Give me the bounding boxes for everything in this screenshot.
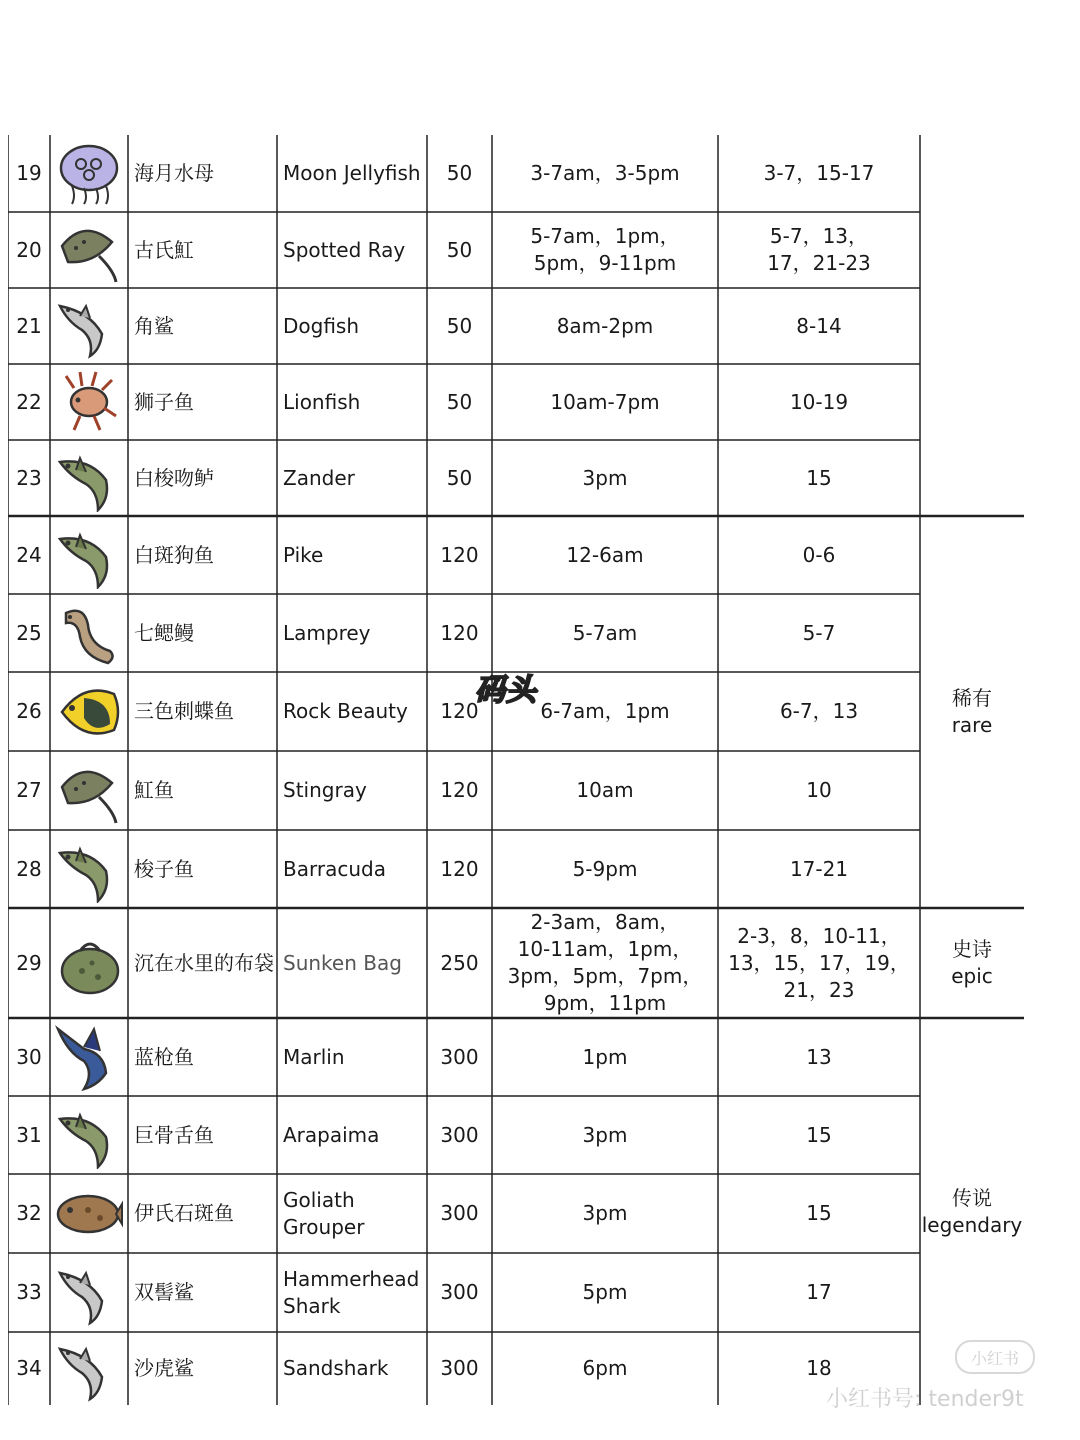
price: 120	[440, 699, 479, 723]
row-number: 30	[16, 1044, 42, 1069]
english-name: Marlin	[283, 1044, 345, 1069]
row-number: 27	[16, 778, 42, 802]
chinese-name: 白斑狗鱼	[134, 542, 214, 567]
chinese-name: 狮子鱼	[134, 389, 194, 414]
eel-icon	[50, 594, 128, 672]
hour-range: 17-21	[789, 856, 849, 881]
row-number: 26	[16, 699, 42, 723]
row-number: 19	[16, 161, 42, 185]
fish-icon	[50, 830, 128, 908]
time-range: 8am-2pm	[556, 313, 654, 338]
price: 300	[440, 1201, 479, 1225]
row-number: 23	[16, 465, 42, 490]
english-name: Pike	[283, 542, 324, 567]
butterflyfish-icon	[50, 672, 128, 751]
row-number: 33	[16, 1280, 42, 1304]
price: 120	[440, 856, 479, 881]
fish-icon	[50, 440, 128, 516]
time-range: 6-7am，1pm	[540, 699, 670, 723]
shark-icon	[50, 288, 128, 364]
hour-range: 15	[806, 465, 832, 490]
english-name: Moon Jellyfish	[283, 161, 421, 185]
chinese-name: 蓝枪鱼	[134, 1044, 194, 1069]
watermark-logo: 小红书	[955, 1340, 1035, 1374]
price: 50	[446, 465, 473, 490]
english-name: Goliath Grouper	[283, 1187, 365, 1239]
english-name: Spotted Ray	[283, 237, 406, 262]
time-range: 5-7am	[572, 620, 638, 645]
english-name: Arapaima	[283, 1122, 380, 1147]
english-name: Zander	[283, 465, 355, 490]
price: 300	[440, 1044, 479, 1069]
row-number: 31	[16, 1122, 42, 1147]
jellyfish-icon	[50, 135, 128, 212]
hour-range: 15	[806, 1201, 832, 1225]
ray-icon	[50, 751, 128, 830]
row-number: 21	[16, 313, 42, 338]
price: 120	[440, 778, 479, 802]
fish-icon	[50, 1096, 128, 1174]
row-number: 20	[16, 237, 42, 262]
price: 300	[440, 1356, 479, 1380]
time-range: 3pm	[582, 465, 628, 490]
english-name: Hammerhead Shark	[283, 1266, 420, 1318]
rarity-label: 传说 legendary	[921, 1185, 1023, 1237]
ray-icon	[50, 212, 128, 288]
price: 50	[446, 389, 473, 414]
hour-range: 10-19	[789, 389, 849, 414]
chinese-name: 伊氏石斑鱼	[134, 1201, 234, 1225]
watermark-text: 小红书号: tender9t	[826, 1387, 1024, 1412]
row-number: 32	[16, 1201, 42, 1225]
time-range: 3pm	[582, 1201, 628, 1225]
english-name: Lamprey	[283, 620, 371, 645]
chinese-name: 沙虎鲨	[134, 1356, 194, 1380]
chinese-name: 沉在水里的布袋	[134, 950, 274, 975]
fish-table	[8, 135, 1024, 1405]
english-name: Stingray	[283, 778, 367, 802]
row-number: 25	[16, 620, 42, 645]
english-name: Sandshark	[283, 1356, 389, 1380]
hour-range: 17	[806, 1280, 832, 1304]
hour-range: 15	[806, 1122, 832, 1147]
hour-range: 18	[806, 1356, 832, 1380]
grouper-icon	[50, 1174, 128, 1253]
chinese-name: 双髻鲨	[134, 1280, 194, 1304]
time-range: 10am	[576, 778, 634, 802]
marlin-icon	[50, 1018, 128, 1096]
price: 120	[440, 542, 479, 567]
hour-range: 8-14	[796, 313, 842, 338]
time-range: 12-6am	[566, 542, 644, 567]
price: 300	[440, 1280, 479, 1304]
row-number: 29	[16, 950, 42, 975]
time-range: 1pm	[582, 1044, 628, 1069]
price: 50	[446, 313, 473, 338]
hour-range: 3-7，15-17	[763, 161, 875, 185]
shark-icon	[50, 1332, 128, 1405]
hour-range: 0-6	[802, 542, 836, 567]
price: 50	[446, 161, 473, 185]
rarity-label: 史诗 epic	[951, 937, 993, 988]
time-range: 5-9pm	[572, 856, 638, 881]
pier-overlay-label: 码头	[475, 673, 537, 708]
price: 250	[440, 950, 479, 975]
time-range: 6pm	[582, 1356, 628, 1380]
english-name: Dogfish	[283, 313, 360, 338]
time-range: 3-7am，3-5pm	[530, 161, 680, 185]
hour-range: 5-7，13， 17，21-23	[767, 224, 871, 275]
chinese-name: 三色刺蝶鱼	[134, 699, 234, 723]
english-name: Barracuda	[283, 856, 386, 881]
chinese-name: 海月水母	[134, 161, 214, 185]
price: 300	[440, 1122, 479, 1147]
time-range: 5-7am，1pm， 5pm，9-11pm	[530, 224, 680, 275]
rarity-label: 稀有 rare	[951, 686, 993, 737]
hour-range: 13	[806, 1044, 832, 1069]
time-range: 10am-7pm	[550, 389, 660, 414]
price: 50	[446, 237, 473, 262]
fish-icon	[50, 516, 128, 594]
chinese-name: 梭子鱼	[134, 856, 194, 881]
chinese-name: 巨骨舌鱼	[134, 1122, 214, 1147]
hour-range: 5-7	[802, 620, 836, 645]
english-name: Sunken Bag	[283, 950, 402, 975]
chinese-name: 七鳃鳗	[134, 620, 194, 645]
price: 120	[440, 620, 479, 645]
chinese-name: 魟鱼	[134, 778, 174, 802]
hour-range: 10	[806, 778, 832, 802]
hour-range: 6-7，13	[779, 699, 859, 723]
row-number: 22	[16, 389, 42, 414]
lionfish-icon	[50, 364, 128, 440]
time-range: 5pm	[582, 1280, 628, 1304]
bag-icon	[50, 908, 128, 1018]
english-name: Rock Beauty	[283, 699, 408, 723]
chinese-name: 白梭吻鲈	[134, 465, 214, 490]
time-range: 3pm	[582, 1122, 628, 1147]
chinese-name: 古氏魟	[134, 237, 194, 262]
chinese-name: 角鲨	[134, 313, 174, 338]
hour-range: 2-3，8，10-11， 13，15，17，19， 21，23	[728, 923, 910, 1002]
row-number: 34	[16, 1356, 42, 1380]
shark-icon	[50, 1253, 128, 1332]
time-range: 2-3am，8am， 10-11am，1pm， 3pm，5pm，7pm， 9pm，11pm	[507, 910, 703, 1015]
row-number: 28	[16, 856, 42, 881]
english-name: Lionfish	[283, 389, 361, 414]
row-number: 24	[16, 542, 42, 567]
